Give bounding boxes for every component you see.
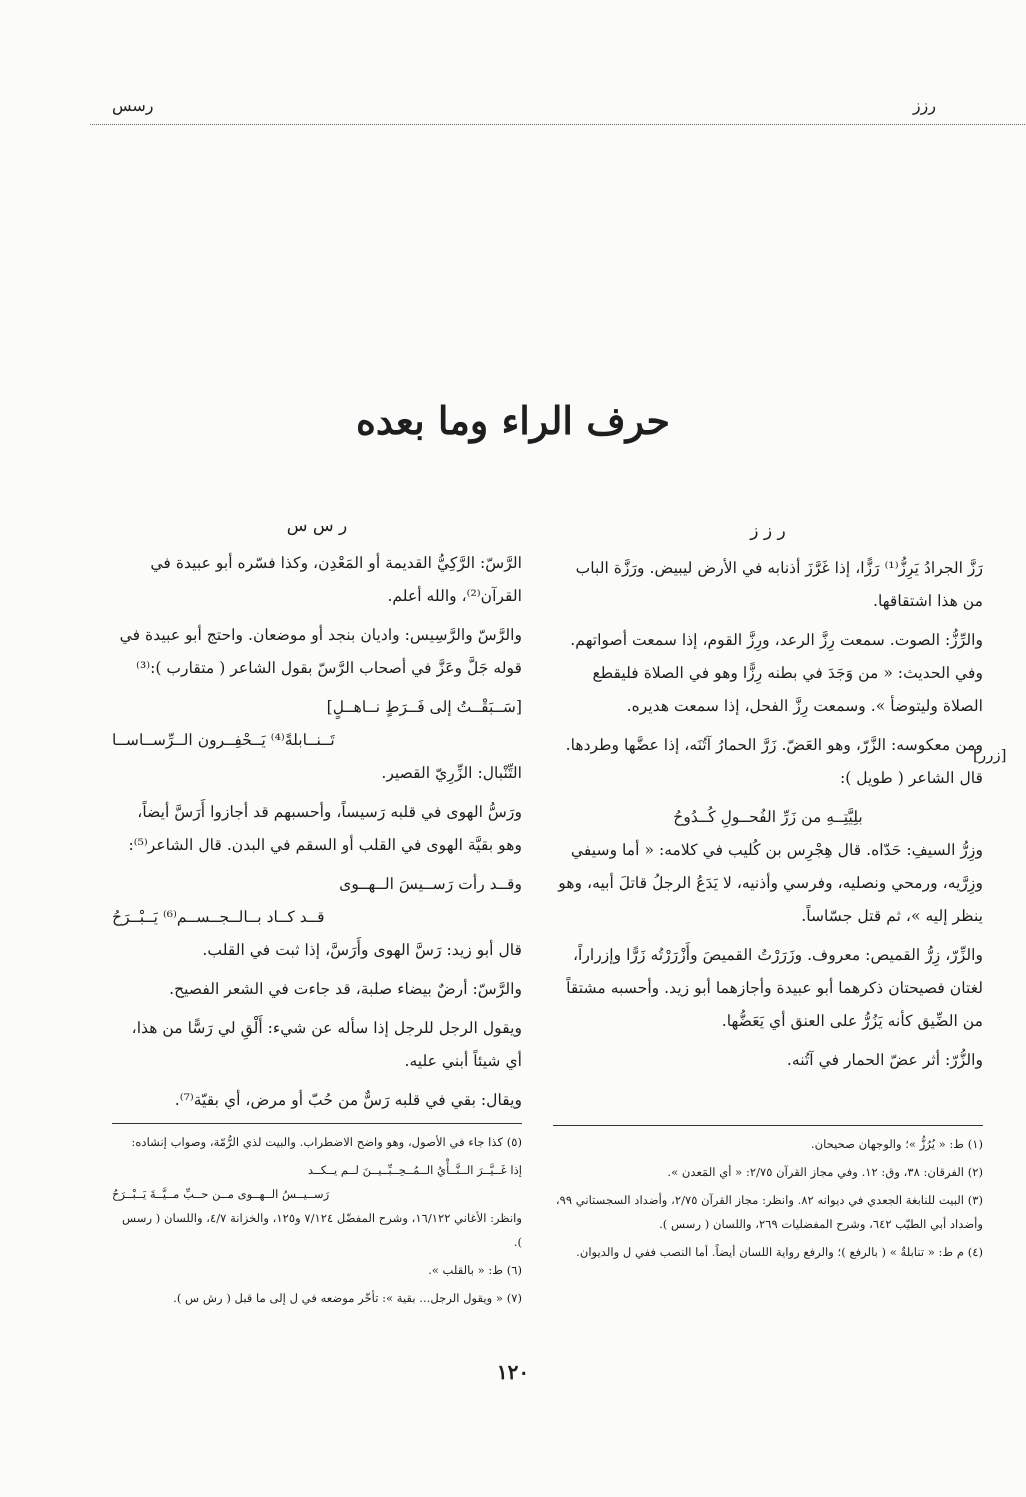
footnote: (١) ط: « يُرُزُّ »؛ والوجهان صحيحان.	[810, 1137, 983, 1151]
entry-heading-rzz: ر ز ز	[750, 521, 786, 541]
footnote: (٤) م ط: « تنابلةٌ » ( بالرفع )؛ والرفع رواية اللسان أيضاً. أما النصب ففي ل والديوان.	[576, 1245, 983, 1259]
footnote: (٥) كذا جاء في الأصول، وهو واضح الاضطراب. والبيت لذي الرُّمّة، وصواب إنشاده:	[131, 1135, 522, 1149]
right-column	[553, 515, 983, 1083]
footnote-verse: رَســيــسُ الــهــوى مــن حــبِّ مــيَّــةَ يَــبْــرَحُ	[112, 1187, 330, 1201]
paragraph: وزِرُّ السيفِ: حَدّاه. قال هِجْرِس بن كُليب في كلامه: « أما وسيفي وزِرَّيه، ورمحي ونصليه، وفرسي وأذنيه، لا يَدَعُ الرجلُ قاتلَ أبيه، وهو ينظر إليه »، ثم قتل جسّاساً.	[558, 841, 983, 925]
entry-heading-rss: ر س س	[286, 516, 348, 536]
left-column	[112, 510, 522, 1123]
verse: بلِيَّتِــهِ من زَرِّ الفُحــولِ كُــدُوحُ	[673, 808, 863, 826]
paragraph: ومن معكوسه: الزَّرّ، وهو العَضّ. زَرَّ الحمارُ آتُنَه، إذا عضَّها وطردها. قال الشاعر ( طويل ):	[565, 736, 983, 787]
footnote: (٣) البيت للنابغة الجعدي في ديوانه ٨٢. وانظر: مجاز القرآن ٢/٧٥، وأضداد السجستاني ٩٩، وأضداد أبي الطيّب ٦٤٢، وشرح المفضليات ٢٦٩، واللسان ( رسس ).	[555, 1193, 983, 1231]
verse-hemistich: قــد كــاد بــالــجــســم⁽⁶⁾ يَــبْــرَحُ	[112, 908, 325, 926]
footnote: (٢) الفرقان: ٣٨، وق: ١٢. وفي مجاز القرآن ٢/٧٥: « أي المَعدن ».	[667, 1165, 983, 1179]
footnote: وانظر: الأغاني ١٦/١٢٢، وشرح المفضّل ٧/١٢٤ و١٢٥، والخزانة ٤/٧، واللسان ( رسس ).	[122, 1211, 522, 1249]
paragraph: والزُّرّ: أثر عضّ الحمار في آتُنه.	[786, 1051, 983, 1069]
paragraph: رَزَّ الجرادُ يَرِزُّ⁽¹⁾ رَزًّا، إذا غَرَّزَ أذنابه في الأرض ليبيض. ورَزَّة الباب من هذا اشتقاقها.	[575, 559, 983, 610]
left-footnotes	[112, 1130, 522, 1314]
chapter-title: حرف الراء وما بعده	[355, 398, 671, 443]
paragraph: قال أبو زيد: رَسَّ الهوى وأَرَسَّ، إذا ثبت في القلب.	[202, 941, 522, 959]
footnote-rule	[112, 1123, 522, 1124]
header-rule	[90, 124, 1025, 125]
paragraph: التِّنْبال: الزِّرِيّ القصير.	[381, 764, 522, 782]
footnote: (٦) ط: « بالقلب ».	[428, 1263, 522, 1277]
running-head-left: رسس	[112, 96, 154, 115]
paragraph: ورَسُّ الهوى في قلبه رَسيساً، وأحسبهم قد أجازوا أَرَسَّ أيضاً، وهو بقيَّة الهوى في القلب أو السقم في البدن. قال الشاعر⁽⁵⁾:	[128, 803, 522, 854]
paragraph: والزِّرّ، زِرُّ القميص: معروف. وزَرَرْتُ القميصَ وأَزْرَرْتُه زَرًّا وإزراراً، لغتان فصيحتان ذكرهما أبو عبيدة وأجازهما أبو زيد. وأحسبه مشتقاً من الضِّيق كأنه يَزُرُّ على العنق أي يَعَضُّها.	[566, 946, 983, 1030]
footnote-rule	[553, 1125, 983, 1126]
verse-hemistich: [سَــبَقْــتُ إلى فَــرَطٍ نــاهــلٍ]	[326, 698, 522, 716]
verse-hemistich: تَــنــابلةً⁽⁴⁾ يَــحْفِــرون الــرِّســاســا	[112, 731, 335, 749]
footnote-verse: إذا غَــيَّــرَ الــنَّــأْيُ الــمُــحِــبِّــيــنَ لــم يــكــد	[307, 1163, 522, 1177]
margin-note: [زرر]	[973, 746, 1007, 764]
paragraph: ويقال: بقي في قلبه رَسٌّ من حُبّ أو مرض، أي بقيّة⁽⁷⁾.	[174, 1091, 522, 1109]
paragraph: ويقول الرجل للرجل إذا سأله عن شيء: أَلْقِ لي رَسًّا من هذا، أي شيئاً أبني عليه.	[131, 1019, 522, 1070]
running-head-right: رزز	[912, 96, 936, 115]
paragraph: والرَّسّ: أرضٌ بيضاء صلبة، قد جاءت في الشعر الفصيح.	[169, 980, 522, 998]
paragraph: والرَّسّ والرَّسِيس: واديان بنجد أو موضعان. واحتج أبو عبيدة في قوله جَلَّ وعَزَّ في أصحاب الرَّسّ بقول الشاعر ( متقارب ):⁽³⁾	[119, 626, 522, 677]
footnote: (٧) « ويقول الرجل... بقية »: تأخّر موضعه في ل إلى ما قبل ( رش س ).	[173, 1291, 522, 1305]
paragraph: والرِّزُّ: الصوت. سمعت رِزَّ الرعد، ورِزَّ القوم، إذا سمعت أصواتهم. وفي الحديث: « من وَجَدَ في بطنه رِزًّا وهو في الصلاة فليقطع الصلاة وليتوضأ ». وسمعت رِزَّ الفحل، إذا سمعت هديره.	[570, 631, 983, 715]
right-footnotes	[553, 1132, 983, 1268]
paragraph: الرَّسّ: الرَّكِيُّ القديمة أو المَعْدِن، وكذا فسّره أبو عبيدة في القرآن⁽²⁾، والله أعلم.	[150, 554, 522, 605]
page-number: ١٢٠	[496, 1360, 530, 1384]
verse-hemistich: وقــد رأت رَســيسَ الــهــوى	[339, 875, 522, 893]
